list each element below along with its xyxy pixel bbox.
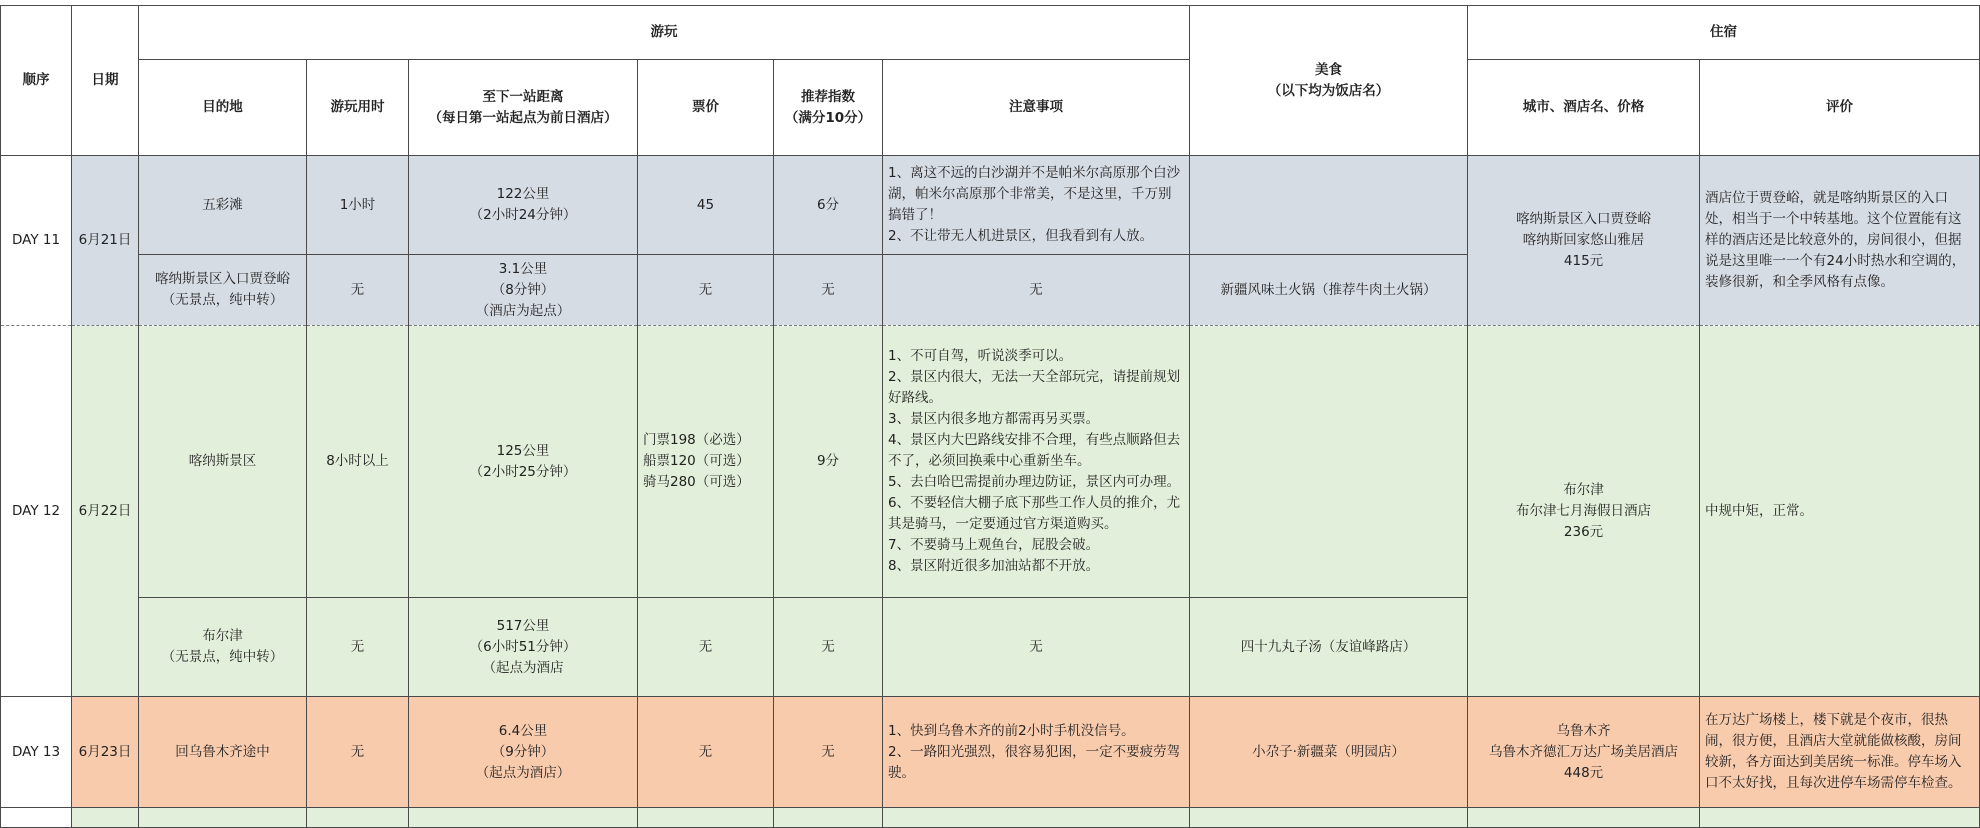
header-review[interactable]: 评价 bbox=[1700, 60, 1980, 156]
food-cell[interactable]: 小尕子·新疆菜（明园店） bbox=[1190, 697, 1468, 808]
distance-cell[interactable]: 517公里 （6小时51分钟） （起点为酒店 bbox=[409, 598, 638, 697]
distance-cell[interactable]: 3.1公里 （8分钟） （酒店为起点） bbox=[409, 255, 638, 326]
review-cell[interactable]: 中规中矩，正常。 bbox=[1700, 326, 1980, 697]
ticket-cell[interactable]: 无 bbox=[638, 255, 774, 326]
destination-cell[interactable]: 布尔津 （无景点，纯中转） bbox=[139, 598, 307, 697]
table-row bbox=[1, 697, 1980, 808]
notes-cell[interactable]: 1、离这不远的白沙湖并不是帕米尔高原那个白沙湖，帕米尔高原那个非常美，不是这里，千万别搞错了！ 2、不让带无人机进景区，但我看到有人放。 bbox=[883, 156, 1190, 255]
header-duration[interactable]: 游玩用时 bbox=[307, 60, 409, 156]
duration-cell[interactable]: 无 bbox=[307, 598, 409, 697]
header-ticket[interactable]: 票价 bbox=[638, 60, 774, 156]
itinerary-table bbox=[0, 5, 1980, 828]
header-row-2 bbox=[1, 60, 1980, 156]
header-play-group[interactable]: 游玩 bbox=[139, 6, 1190, 60]
date-cell[interactable]: 6月23日 bbox=[72, 697, 139, 808]
header-destination[interactable]: 目的地 bbox=[139, 60, 307, 156]
header-stay-group[interactable]: 住宿 bbox=[1468, 6, 1980, 60]
ticket-cell[interactable]: 门票198（必选） 船票120（可选） 骑马280（可选） bbox=[638, 326, 774, 598]
notes-cell[interactable]: 1、不可自驾，听说淡季可以。 2、景区内很大，无法一天全部玩完，请提前规划好路线。 3、景区内很多地方都需再另买票。 4、景区内大巴路线安排不合理，有些点顺路但去不了，必须回换乘中心重新坐车。 5、去白哈巴需提前办理边防证，景区内可办理。 6、不要轻信大棚子底下那些工作人员的推介，尤其是骑马，一定要通过官方渠道购买。 7、不要骑马上观鱼台，屁股会破。 8、景区附近很多加油站都不开放。 bbox=[883, 326, 1190, 598]
destination-cell[interactable]: 喀纳斯景区 bbox=[139, 326, 307, 598]
review-cell[interactable]: 酒店位于贾登峪，就是喀纳斯景区的入口处，相当于一个中转基地。这个位置能有这样的酒店还是比较意外的，房间很小，但据说是这里唯一一个有24小时热水和空调的，装修很新，和全季风格有点像。 bbox=[1700, 156, 1980, 326]
duration-cell[interactable]: 8小时以上 bbox=[307, 326, 409, 598]
notes-cell[interactable]: 无 bbox=[883, 255, 1190, 326]
header-hotel[interactable]: 城市、酒店名、价格 bbox=[1468, 60, 1700, 156]
rating-cell[interactable]: 无 bbox=[774, 697, 883, 808]
rating-cell[interactable]: 6分 bbox=[774, 156, 883, 255]
notes-cell[interactable]: 1、快到乌鲁木齐的前2小时手机没信号。 2、一路阳光强烈，很容易犯困，一定不要疲劳驾驶。 bbox=[883, 697, 1190, 808]
table-row bbox=[1, 808, 1980, 828]
destination-cell[interactable]: 五彩滩 bbox=[139, 156, 307, 255]
notes-cell[interactable]: 无 bbox=[883, 598, 1190, 697]
table-row bbox=[1, 326, 1980, 598]
day-label[interactable]: DAY 12 bbox=[1, 326, 72, 697]
day-label[interactable]: DAY 13 bbox=[1, 697, 72, 808]
duration-cell[interactable]: 无 bbox=[307, 255, 409, 326]
header-order[interactable]: 顺序 bbox=[1, 6, 72, 156]
hotel-cell[interactable]: 喀纳斯景区入口贾登峪 喀纳斯回家悠山雅居 415元 bbox=[1468, 156, 1700, 326]
distance-cell[interactable]: 122公里 （2小时24分钟） bbox=[409, 156, 638, 255]
ticket-cell[interactable]: 45 bbox=[638, 156, 774, 255]
table-row bbox=[1, 156, 1980, 255]
duration-cell[interactable]: 无 bbox=[307, 697, 409, 808]
destination-cell[interactable]: 回乌鲁木齐途中 bbox=[139, 697, 307, 808]
header-date[interactable]: 日期 bbox=[72, 6, 139, 156]
review-cell[interactable]: 在万达广场楼上，楼下就是个夜市，很热闹，很方便，且酒店大堂就能做核酸，房间较新，各方面达到美居统一标准。停车场入口不太好找，且每次进停车场需停车检查。 bbox=[1700, 697, 1980, 808]
rating-cell[interactable]: 9分 bbox=[774, 326, 883, 598]
hotel-cell[interactable]: 乌鲁木齐 乌鲁木齐德汇万达广场美居酒店 448元 bbox=[1468, 697, 1700, 808]
food-cell[interactable]: 四十九丸子汤（友谊峰路店） bbox=[1190, 598, 1468, 697]
rating-cell[interactable]: 无 bbox=[774, 598, 883, 697]
food-cell[interactable] bbox=[1190, 156, 1468, 255]
header-distance[interactable]: 至下一站距离 （每日第一站起点为前日酒店） bbox=[409, 60, 638, 156]
duration-cell[interactable]: 1小时 bbox=[307, 156, 409, 255]
distance-cell[interactable]: 6.4公里 （9分钟） （起点为酒店） bbox=[409, 697, 638, 808]
date-cell[interactable]: 6月21日 bbox=[72, 156, 139, 326]
food-cell[interactable]: 新疆风味土火锅（推荐牛肉土火锅） bbox=[1190, 255, 1468, 326]
food-cell[interactable] bbox=[1190, 326, 1468, 598]
destination-cell[interactable]: 喀纳斯景区入口贾登峪 （无景点，纯中转） bbox=[139, 255, 307, 326]
ticket-cell[interactable]: 无 bbox=[638, 598, 774, 697]
date-cell[interactable]: 6月22日 bbox=[72, 326, 139, 697]
header-notes[interactable]: 注意事项 bbox=[883, 60, 1190, 156]
header-food[interactable]: 美食 （以下均为饭店名） bbox=[1190, 6, 1468, 156]
ticket-cell[interactable]: 无 bbox=[638, 697, 774, 808]
hotel-cell[interactable]: 布尔津 布尔津七月海假日酒店 236元 bbox=[1468, 326, 1700, 697]
day-label[interactable]: DAY 11 bbox=[1, 156, 72, 326]
distance-cell[interactable]: 125公里 （2小时25分钟） bbox=[409, 326, 638, 598]
header-rating[interactable]: 推荐指数 （满分10分） bbox=[774, 60, 883, 156]
rating-cell[interactable]: 无 bbox=[774, 255, 883, 326]
header-row-1 bbox=[1, 6, 1980, 60]
